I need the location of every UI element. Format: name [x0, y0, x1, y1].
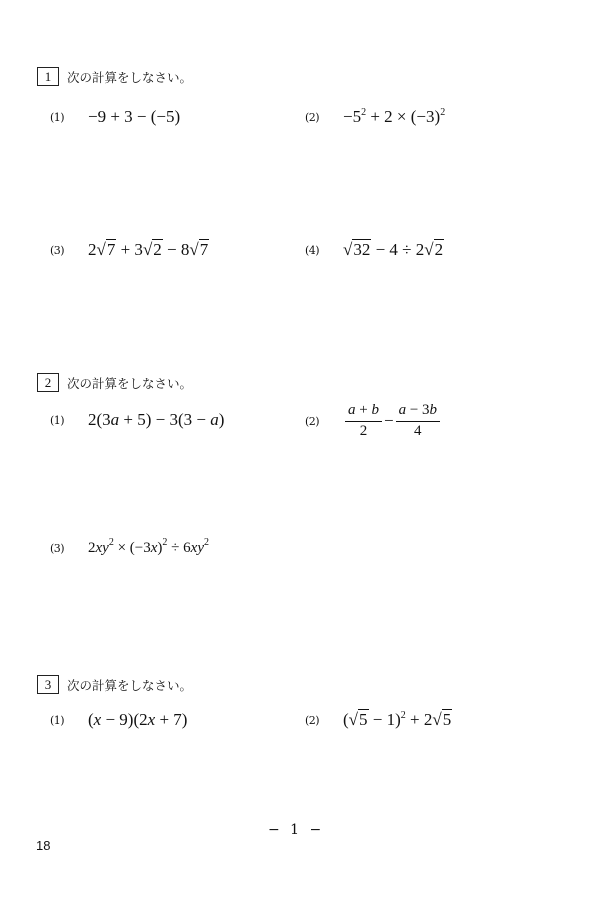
problem-label: (2) [305, 414, 320, 428]
section-1-header [37, 67, 192, 86]
section-2-header [37, 373, 192, 392]
problem-2-1 [50, 410, 224, 430]
page-number: − 1 − [268, 822, 325, 838]
section-instruction: 次の計算をしなさい。 [67, 69, 193, 85]
problem-label: (1) [50, 413, 65, 427]
problem-1-4 [305, 240, 444, 260]
problem-label: (3) [50, 243, 65, 257]
math-expression: $(√5 - 1)^2 + 2√5$ [343, 710, 452, 729]
problem-1-1 [50, 107, 180, 127]
problem-2-2 [305, 402, 442, 440]
section-instruction: 次の計算をしなさい。 [67, 375, 193, 391]
problem-1-3 [50, 240, 209, 260]
problem-3-2 [305, 710, 452, 730]
problem-1-2 [305, 107, 445, 127]
section-3-header [37, 675, 192, 694]
math-expression: 2(3a + 5) − 3(3 − a) [88, 410, 225, 429]
problem-label: (3) [50, 542, 65, 555]
section-number-box: 1 [37, 67, 59, 86]
math-expression: (x − 9)(2x + 7) [88, 710, 188, 729]
section-number-box: 2 [37, 373, 59, 392]
math-expression: −9 + 3 − (−5) [88, 107, 181, 126]
problem-2-3 [50, 537, 209, 557]
math-expression: $-5^2 + 2 \times (-3)^2$ [343, 107, 446, 126]
math-expression: $2xy^2 \times (-3x)^2 \div 6xy^2$ [88, 537, 209, 556]
problem-label: (1) [50, 110, 65, 124]
section-instruction: 次の計算をしなさい。 [67, 677, 193, 693]
section-number-box: 3 [37, 675, 59, 694]
problem-label: (1) [50, 713, 65, 727]
math-expression: 2√7 + 3√2 − 8√7 [88, 240, 209, 259]
problem-label: (4) [305, 243, 320, 257]
problem-label: (2) [305, 713, 320, 727]
math-expression: √32 − 4 ÷ 2√2 [343, 240, 444, 259]
problem-label: (2) [305, 110, 320, 124]
corner-page-number: 18 [36, 838, 51, 853]
math-expression: $\frac{a + b}{2}$ − $\frac{a - 3b}{4}$ [343, 402, 442, 440]
problem-3-1 [50, 710, 187, 730]
